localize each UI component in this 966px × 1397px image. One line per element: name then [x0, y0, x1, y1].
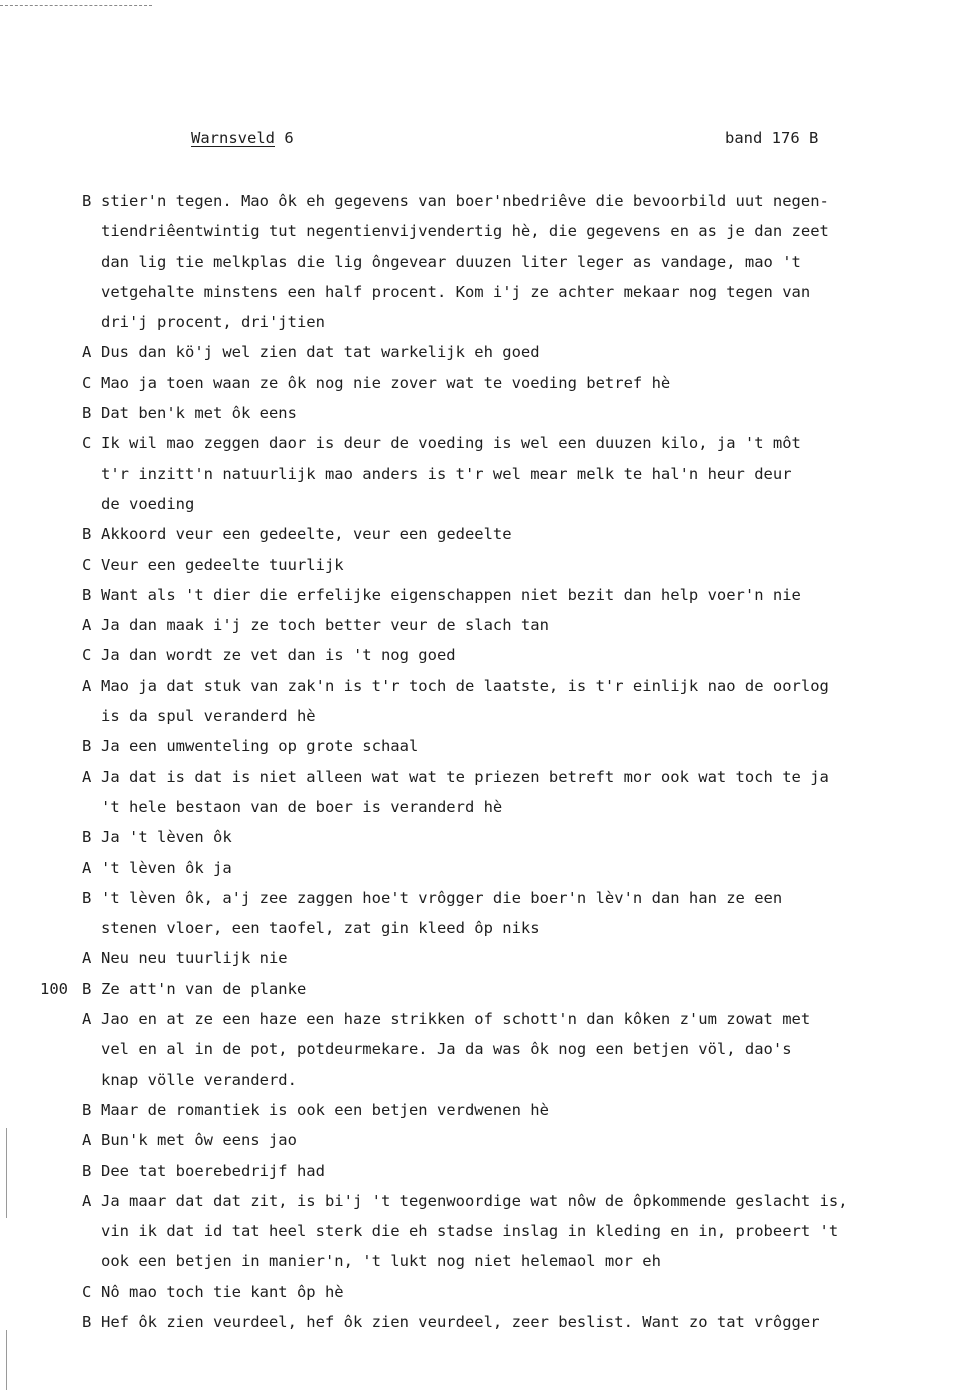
- utterance-text: 't hele bestaon van de boer is veranderd hè: [101, 797, 503, 816]
- transcript-line: [0, 1216, 966, 1246]
- transcript-line: [0, 671, 966, 701]
- transcript-line: [0, 459, 966, 489]
- transcript-line: [0, 610, 966, 640]
- margin-mark: [6, 1330, 7, 1390]
- speaker-label: B: [82, 737, 92, 756]
- transcript-line: [0, 186, 966, 216]
- utterance-text: Ja een umwenteling op grote schaal: [101, 737, 419, 756]
- utterance-text: Ja dan wordt ze vet dan is 't nog goed: [101, 646, 456, 665]
- transcript-line: [0, 1125, 966, 1155]
- speaker-label: A: [82, 1010, 92, 1029]
- transcript-line: [0, 640, 966, 670]
- utterance-text: Dus dan kö'j wel zien dat tat warkelijk eh goed: [101, 343, 540, 362]
- utterance-text: vel en al in de pot, potdeurmekare. Ja da was ôk nog een betjen völ, dao's: [101, 1040, 792, 1059]
- utterance-text: Want als 't dier die erfelijke eigenschappen niet bezit dan help voer'n nie: [101, 585, 801, 604]
- utterance-text: dan lig tie melkplas die lig ôngevear duuzen liter leger as vandage, mao 't: [101, 252, 801, 271]
- speaker-label: B: [82, 192, 92, 210]
- utterance-text: vin ik dat id tat heel sterk die eh stadse inslag in kleding en in, probeert 't: [101, 1222, 839, 1241]
- speaker-label: B: [82, 585, 92, 604]
- transcript-line: [0, 1065, 966, 1095]
- utterance-text: is da spul veranderd hè: [101, 707, 316, 726]
- utterance-text: Neu neu tuurlijk nie: [101, 949, 288, 968]
- speaker-label: A: [82, 1131, 92, 1150]
- speaker-label: B: [82, 1312, 92, 1331]
- utterance-text: Maar de romantiek is ook een betjen verdwenen hè: [101, 1100, 549, 1119]
- transcript-line: [0, 792, 966, 822]
- transcript-line: [0, 307, 966, 337]
- transcript-line: [0, 822, 966, 852]
- utterance-text: Dat ben'k met ôk eens: [101, 404, 297, 423]
- utterance-text: stier'n tegen. Mao ôk eh gegevens van boer'nbedriêve die bevoorbild uut negen-: [101, 192, 829, 210]
- utterance-text: knap völle veranderd.: [101, 1070, 297, 1089]
- utterance-text: t'r inzitt'n natuurlijk mao anders is t'r wel mear melk te hal'n heur deur: [101, 464, 792, 483]
- utterance-text: de voeding: [101, 494, 195, 513]
- utterance-text: Ja dat is dat is niet alleen wat wat te priezen betreft mor ook wat toch te ja: [101, 767, 829, 786]
- transcript-line: [0, 762, 966, 792]
- transcript-line: [0, 428, 966, 458]
- transcript-line: [0, 277, 966, 307]
- utterance-text: Nô mao toch tie kant ôp hè: [101, 1282, 344, 1301]
- utterance-text: Mao ja toen waan ze ôk nog nie zover wat te voeding betref hè: [101, 373, 671, 392]
- speaker-label: B: [82, 1100, 92, 1119]
- speaker-label: A: [82, 343, 92, 362]
- transcript-line: [0, 519, 966, 549]
- speaker-label: A: [82, 767, 92, 786]
- transcript-line: [0, 489, 966, 519]
- utterance-text: Mao ja dat stuk van zak'n is t'r toch de laatste, is t'r einlijk nao de oorlog: [101, 676, 829, 695]
- speaker-label: C: [82, 373, 92, 392]
- utterance-text: 't lèven ôk ja: [101, 858, 232, 877]
- speaker-label: B: [82, 828, 92, 847]
- transcript-line: [0, 1307, 966, 1337]
- speaker-label: B: [82, 979, 92, 998]
- utterance-text: Ja maar dat dat zit, is bi'j 't tegenwoordige wat nôw de ôpkommende geslacht is,: [101, 1191, 848, 1210]
- place-name: Warnsveld: [191, 129, 275, 147]
- speaker-label: C: [82, 1282, 92, 1301]
- transcript-line: [0, 1277, 966, 1307]
- utterance-text: Ja 't lèven ôk: [101, 828, 232, 847]
- utterance-text: Jao en at ze een haze een haze strikken of schott'n dan kôken z'um zowat met: [101, 1010, 811, 1029]
- transcript-line: [0, 580, 966, 610]
- transcript-body: [0, 186, 966, 1337]
- utterance-text: Ja dan maak i'j ze toch better veur de slach tan: [101, 616, 549, 635]
- utterance-text: stenen vloer, een taofel, zat gin kleed ôp niks: [101, 919, 540, 938]
- speaker-label: B: [82, 525, 92, 544]
- transcript-line: [0, 913, 966, 943]
- utterance-text: Ze att'n van de planke: [101, 979, 307, 998]
- speaker-label: A: [82, 1191, 92, 1210]
- transcript-line: [0, 1156, 966, 1186]
- transcript-line: [0, 368, 966, 398]
- transcript-line: [0, 701, 966, 731]
- transcript-line: [0, 943, 966, 973]
- transcript-line: [0, 247, 966, 277]
- speaker-label: B: [82, 888, 92, 907]
- speaker-label: C: [82, 555, 92, 574]
- utterance-text: Hef ôk zien veurdeel, hef ôk zien veurdeel, zeer beslist. Want zo tat vrôgger: [101, 1312, 820, 1331]
- utterance-text: Veur een gedeelte tuurlijk: [101, 555, 344, 574]
- line-counter: 100: [40, 979, 68, 998]
- transcript-line: [0, 731, 966, 761]
- transcript-line: [0, 216, 966, 246]
- transcript-line: [0, 1095, 966, 1125]
- page-number: 6: [284, 129, 294, 147]
- tape-reference: band 176 B: [725, 129, 819, 147]
- utterance-text: tiendriêentwintig tut negentienvijvendertig hè, die gegevens en as je dan zeet: [101, 222, 829, 241]
- speaker-label: A: [82, 676, 92, 695]
- transcript-line: [0, 1004, 966, 1034]
- utterance-text: Ik wil mao zeggen daor is deur de voeding is wel een duuzen kilo, ja 't môt: [101, 434, 801, 453]
- transcript-line: [0, 853, 966, 883]
- utterance-text: dri'j procent, dri'jtien: [101, 313, 325, 332]
- speaker-label: A: [82, 858, 92, 877]
- utterance-text: Akkoord veur een gedeelte, veur een gedeelte: [101, 525, 512, 544]
- page-header-location: [191, 129, 294, 147]
- transcript-line: [0, 337, 966, 367]
- utterance-text: ook een betjen in manier'n, 't lukt nog niet helemaol mor eh: [101, 1252, 661, 1271]
- transcript-line: [0, 1246, 966, 1276]
- speaker-label: B: [82, 1161, 92, 1180]
- transcript-line: [0, 1186, 966, 1216]
- transcript-line: [0, 883, 966, 913]
- transcript-line: [0, 974, 966, 1004]
- transcript-line: [0, 398, 966, 428]
- utterance-text: vetgehalte minstens een half procent. Kom i'j ze achter mekaar nog tegen van: [101, 282, 811, 301]
- speaker-label: A: [82, 616, 92, 635]
- speaker-label: B: [82, 404, 92, 423]
- transcript-line: [0, 1034, 966, 1064]
- speaker-label: A: [82, 949, 92, 968]
- speaker-label: C: [82, 646, 92, 665]
- utterance-text: Dee tat boerebedrijf had: [101, 1161, 325, 1180]
- speaker-label: C: [82, 434, 92, 453]
- utterance-text: Bun'k met ôw eens jao: [101, 1131, 297, 1150]
- utterance-text: 't lèven ôk, a'j zee zaggen hoe't vrôgger die boer'n lèv'n dan han ze een: [101, 888, 783, 907]
- transcript-line: [0, 550, 966, 580]
- top-edge-rule: [0, 5, 152, 6]
